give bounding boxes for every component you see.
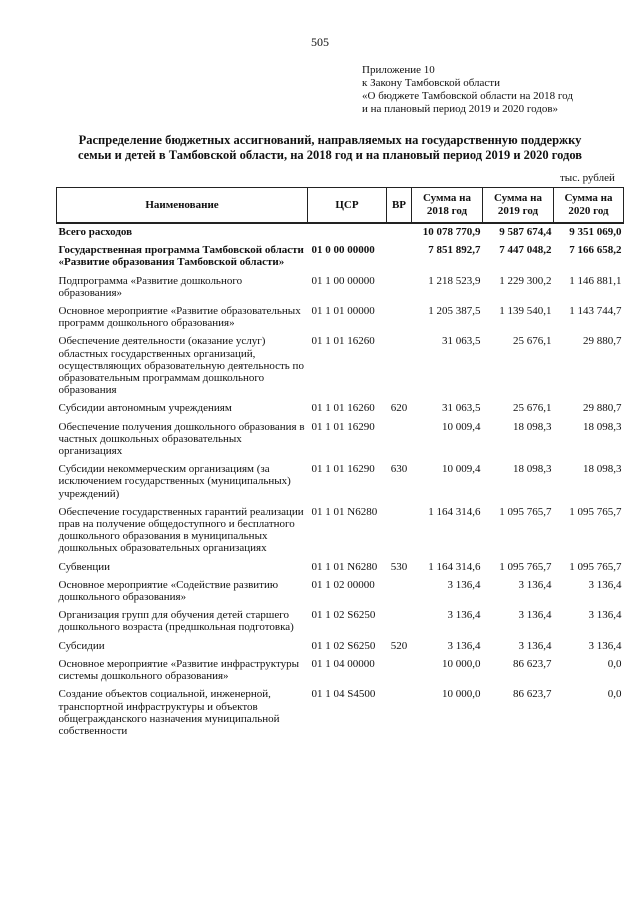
appendix-line: «О бюджете Тамбовской области на 2018 год	[362, 90, 573, 102]
row-sum-2020-cell: 29 880,7	[583, 402, 622, 415]
row-name-cell: Всего расходов	[58, 226, 133, 238]
row-vr-cell	[387, 419, 412, 462]
row-sum-2019-cell: 3 136,4	[518, 639, 552, 652]
table-row	[57, 419, 624, 462]
row-sum-2020-cell: 29 880,7	[583, 335, 622, 348]
row-sum-2019-cell: 3 136,4	[518, 578, 552, 591]
row-name-cell: Создание объектов социальной, инженерной, транспортной инфраструктуры и объектов общегражданского назначения муниципальной собственности	[58, 688, 280, 737]
appendix-line: Приложение 10	[362, 64, 435, 76]
table-row	[57, 559, 624, 577]
title-line: Распределение бюджетных ассигнований, направляемых на государственную поддержку	[78, 133, 582, 147]
table-header-row	[57, 188, 624, 224]
row-vr-cell: 620	[390, 402, 408, 415]
row-csr-cell: 01 1 02 00000	[311, 578, 375, 591]
row-sum-2020-cell: 18 098,3	[583, 420, 622, 433]
row-sum-2019-cell: 25 676,1	[513, 335, 552, 348]
row-sum-2020-cell: 0,0	[607, 657, 622, 670]
column-header-line: Сумма на	[564, 192, 613, 204]
column-header-csr: ЦСР	[308, 188, 387, 224]
row-name-cell: Государственная программа Тамбовской области «Развитие образования Тамбовской области»	[58, 244, 304, 269]
row-sum-2020-cell: 7 166 658,2	[569, 244, 622, 257]
row-vr-cell	[387, 504, 412, 559]
document-title	[50, 133, 610, 163]
row-vr-cell	[387, 303, 412, 333]
appendix-line: и на плановый период 2019 и 2020 годов»	[362, 103, 559, 115]
row-sum-2020-cell: 0,0	[607, 688, 622, 701]
row-sum-2018-cell: 3 136,4	[447, 578, 481, 591]
row-name-cell: Основное мероприятие «Содействие развитию дошкольного образования»	[58, 578, 279, 604]
row-sum-2020-cell: 3 136,4	[588, 639, 622, 652]
appendix-line: к Закону Тамбовской области	[362, 77, 500, 89]
row-sum-2018-cell: 10 000,0	[442, 657, 481, 670]
row-sum-2020-cell: 3 136,4	[588, 578, 622, 591]
row-csr-cell: 01 1 04 00000	[311, 657, 375, 670]
row-csr-cell: 01 1 01 16290	[311, 420, 375, 433]
row-csr-cell: 01 1 02 S6250	[311, 639, 376, 652]
table-row	[57, 273, 624, 303]
row-sum-2018-cell: 3 136,4	[447, 609, 481, 622]
row-name-cell: Субвенции	[58, 560, 111, 573]
row-sum-2018-cell: 3 136,4	[447, 639, 481, 652]
row-sum-2019-cell: 18 098,3	[513, 463, 552, 476]
row-sum-2020-cell: 9 351 069,0	[569, 226, 622, 238]
row-vr-cell	[387, 577, 412, 607]
row-sum-2019-cell: 1 095 765,7	[499, 505, 552, 518]
row-vr-cell: 520	[390, 639, 408, 652]
row-csr-cell: 01 1 00 00000	[311, 274, 375, 287]
row-vr-cell	[387, 242, 412, 272]
row-vr-cell	[387, 686, 412, 741]
units-label: тыс. рублей	[560, 172, 615, 184]
row-sum-2019-cell: 9 587 674,4	[499, 226, 552, 238]
row-name-cell: Обеспечение получения дошкольного образования в частных дошкольных образовательных организациях	[58, 420, 305, 458]
row-vr-cell: 530	[390, 560, 408, 573]
row-csr-cell: 01 1 01 16260	[311, 335, 375, 348]
row-sum-2018-cell: 1 164 314,6	[428, 505, 481, 518]
table-row	[57, 303, 624, 333]
column-header-vr: ВР	[387, 188, 412, 224]
row-sum-2020-cell: 1 146 881,1	[569, 274, 622, 287]
row-sum-2018-cell: 10 078 770,9	[422, 226, 481, 238]
table-body	[57, 223, 624, 741]
table-row	[57, 504, 624, 559]
table-row	[57, 223, 624, 242]
column-header-sum-2018	[412, 188, 483, 224]
table-row	[57, 577, 624, 607]
row-vr-cell: 630	[390, 463, 408, 476]
table-row	[57, 461, 624, 504]
row-sum-2019-cell: 1 139 540,1	[499, 305, 552, 318]
row-sum-2018-cell: 7 851 892,7	[428, 244, 481, 257]
title-line: семьи и детей в Тамбовской области, на 2018 год и на плановый период 2019 и 2020 годов	[77, 148, 583, 162]
row-sum-2019-cell: 25 676,1	[513, 402, 552, 415]
row-name-cell: Организация групп для обучения детей старшего дошкольного возраста (предшкольная подготовка)	[58, 609, 294, 634]
row-csr-cell: 01 1 04 S4500	[311, 688, 376, 701]
row-sum-2020-cell: 3 136,4	[588, 609, 622, 622]
table-row	[57, 333, 624, 400]
row-sum-2018-cell: 31 063,5	[442, 402, 481, 415]
table-row	[57, 607, 624, 637]
table-row	[57, 242, 624, 272]
row-vr-cell	[387, 607, 412, 637]
row-csr-cell: 01 1 01 N6280	[311, 505, 378, 518]
row-sum-2019-cell: 86 623,7	[513, 688, 552, 701]
row-sum-2020-cell: 1 095 765,7	[569, 560, 622, 573]
row-name-cell: Субсидии автономным учреждениям	[58, 402, 232, 415]
table-row	[57, 400, 624, 418]
budget-table	[56, 187, 624, 741]
row-sum-2019-cell: 3 136,4	[518, 609, 552, 622]
column-header-line: 2020 год	[568, 205, 609, 217]
table-row	[57, 686, 624, 741]
row-csr-cell: 01 1 01 16260	[311, 402, 375, 415]
column-header-sum-2019	[483, 188, 554, 224]
row-vr-cell	[387, 333, 412, 400]
row-sum-2019-cell: 18 098,3	[513, 420, 552, 433]
row-name-cell: Основное мероприятие «Развитие образовательных программ дошкольного образования»	[58, 305, 301, 330]
column-header-line: Сумма на	[422, 192, 472, 204]
row-vr-cell	[387, 223, 412, 242]
row-csr-cell: 01 1 02 S6250	[311, 609, 376, 622]
row-sum-2018-cell: 1 218 523,9	[428, 274, 481, 287]
column-header-line: 2018 год	[426, 205, 468, 217]
row-sum-2020-cell: 1 095 765,7	[569, 505, 622, 518]
row-csr-cell: 01 0 00 00000	[311, 244, 375, 257]
row-sum-2018-cell: 1 205 387,5	[428, 305, 481, 318]
row-sum-2020-cell: 1 143 744,7	[569, 305, 622, 318]
row-name-cell: Подпрограмма «Развитие дошкольного образования»	[58, 274, 243, 299]
row-csr-cell	[308, 223, 387, 242]
row-sum-2018-cell: 10 000,0	[442, 688, 481, 701]
row-csr-cell: 01 1 01 00000	[311, 305, 375, 318]
table-row	[57, 638, 624, 656]
row-vr-cell	[387, 656, 412, 686]
row-sum-2018-cell: 10 009,4	[442, 420, 481, 433]
row-sum-2019-cell: 86 623,7	[513, 657, 552, 670]
row-sum-2020-cell: 18 098,3	[583, 463, 622, 476]
column-header-sum-2020	[554, 188, 624, 224]
row-csr-cell: 01 1 01 16290	[311, 463, 375, 476]
row-name-cell: Основное мероприятие «Развитие инфраструктуры системы дошкольного образования»	[58, 657, 300, 683]
row-sum-2018-cell: 31 063,5	[442, 335, 481, 348]
row-sum-2018-cell: 1 164 314,6	[428, 560, 481, 573]
row-sum-2018-cell: 10 009,4	[442, 463, 481, 476]
column-header-name: Наименование	[57, 188, 308, 224]
column-header-line: Сумма на	[493, 192, 543, 204]
appendix-header	[362, 64, 573, 116]
row-sum-2019-cell: 1 095 765,7	[499, 560, 552, 573]
page-number: 505	[311, 35, 329, 49]
row-sum-2019-cell: 7 447 048,2	[499, 244, 552, 257]
row-name-cell: Обеспечение деятельности (оказание услуг) областных государственных организаций, осуществляющих образовательную деятельность по образовательным программам дошкольного образования	[58, 335, 304, 397]
column-header-line: 2019 год	[497, 205, 539, 217]
row-csr-cell: 01 1 01 N6280	[311, 560, 378, 573]
row-vr-cell	[387, 273, 412, 303]
row-name-cell: Субсидии	[58, 639, 105, 652]
table-row	[57, 656, 624, 686]
row-name-cell: Обеспечение государственных гарантий реализации прав на получение общедоступного и бесплатного дошкольного образования в муниципальных дошкольных образовательных организациях	[58, 505, 304, 555]
row-sum-2019-cell: 1 229 300,2	[499, 274, 552, 287]
row-name-cell: Субсидии некоммерческим организациям (за исключением государственных (муниципальных) учреждений)	[58, 463, 291, 500]
